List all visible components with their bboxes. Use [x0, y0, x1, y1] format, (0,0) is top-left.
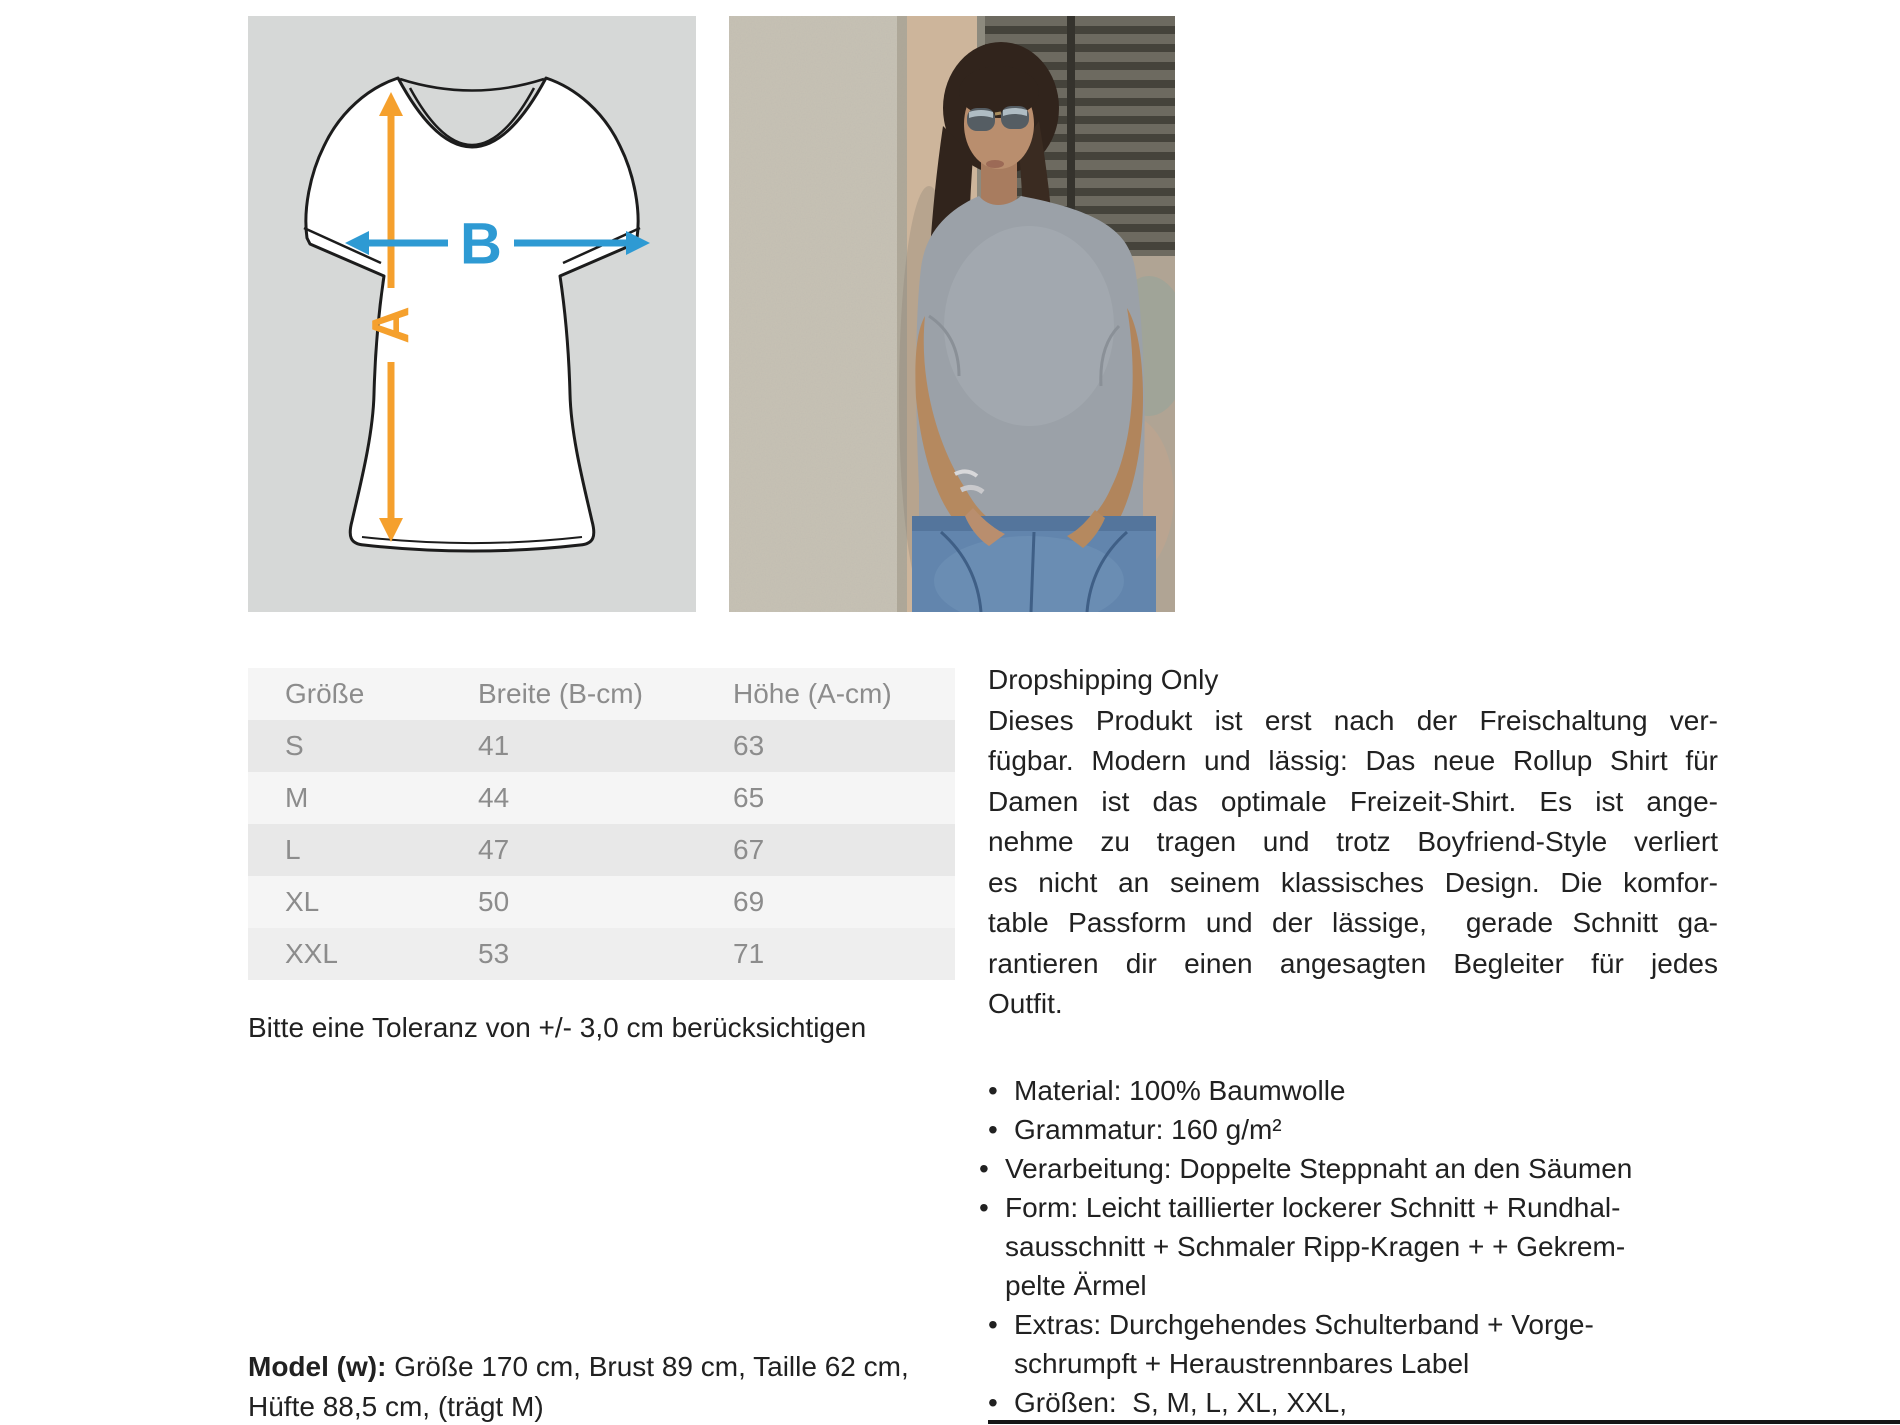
cell-hoehe: 65 — [733, 782, 765, 813]
spec-line: Größen: S, M, L, XL, XXL, — [1014, 1386, 1348, 1418]
tolerance-note: Bitte eine Toleranz von +/- 3,0 cm berücksichtigen — [248, 1012, 867, 1043]
cell-breite: 47 — [478, 834, 510, 865]
cell-breite: 44 — [478, 782, 510, 813]
cell-hoehe: 63 — [733, 730, 765, 761]
table-row — [248, 876, 955, 928]
spec-line: Form: Leicht taillierter lockerer Schnitt + Rundhal- — [1005, 1191, 1621, 1223]
cell-breite: 50 — [478, 886, 510, 917]
description-heading: Dropshipping Only — [988, 664, 1219, 695]
spec-item-verarbeitung — [979, 1149, 1718, 1188]
size-table — [248, 668, 955, 980]
jeans — [912, 516, 1156, 612]
spec-item-groessen — [988, 1383, 1718, 1422]
tshirt-diagram-svg — [248, 16, 696, 612]
description-line: Outfit. — [988, 988, 1063, 1019]
spec-item-extras — [988, 1305, 1718, 1383]
spec-line: Extras: Durchgehendes Schulterband + Vorge- — [1014, 1308, 1594, 1340]
cell-hoehe: 69 — [733, 886, 765, 917]
spec-line: Material: 100% Baumwolle — [1014, 1074, 1346, 1106]
bottom-divider — [988, 1420, 1900, 1424]
lips — [986, 160, 1004, 168]
spec-item-form — [979, 1188, 1718, 1305]
model-photo — [729, 16, 1175, 612]
size-diagram — [248, 16, 696, 612]
table-header-row — [248, 668, 955, 720]
label-a: A — [362, 306, 420, 344]
col-header-hoehe: Höhe (A-cm) — [733, 678, 892, 709]
cell-size: S — [285, 730, 304, 761]
spec-line: schrumpft + Heraustrennbares Label — [1014, 1347, 1470, 1379]
cell-hoehe: 67 — [733, 834, 765, 865]
cell-size: L — [285, 834, 301, 865]
description-line: table Passform und der lässige, gerade Schnitt ga- — [988, 907, 1718, 938]
bullet-icon: • — [988, 1308, 998, 1340]
description-line: fügbar. Modern und lässig: Das neue Rollup Shirt für — [988, 745, 1718, 776]
cell-size: XL — [285, 886, 320, 917]
description-line: nehme zu tragen und trotz Boyfriend-Style verliert — [988, 826, 1718, 857]
bullet-icon: • — [988, 1113, 998, 1145]
spec-line: Verarbeitung: Doppelte Steppnaht an den Säumen — [1005, 1152, 1633, 1184]
bullet-icon: • — [979, 1152, 989, 1184]
table-row — [248, 824, 955, 876]
cell-hoehe: 71 — [733, 938, 765, 969]
description-line: rantieren dir einen angesagten Begleiter für jedes — [988, 947, 1718, 979]
col-header-breite: Breite (B-cm) — [478, 678, 643, 709]
model-line2: Hüfte 88,5 cm, (trägt M) — [248, 1391, 544, 1422]
bullet-icon: • — [979, 1191, 989, 1223]
description-line: Dieses Produkt ist erst nach der Freischaltung ver- — [988, 704, 1718, 736]
spec-list — [979, 1071, 1718, 1422]
label-b: B — [460, 211, 502, 277]
cell-breite: 41 — [478, 730, 510, 761]
model-measurements — [248, 1347, 968, 1425]
product-description — [979, 660, 1718, 1422]
model-photo-art — [729, 16, 1175, 612]
spec-line: sausschnitt + Schmaler Ripp-Kragen + + Gekrem- — [1005, 1230, 1626, 1262]
col-header-groesse: Größe — [285, 678, 365, 709]
description-line: Damen ist das optimale Freizeit-Shirt. Es ist ange- — [988, 785, 1718, 817]
model-line1: Größe 170 cm, Brust 89 cm, Taille 62 cm, — [386, 1351, 909, 1382]
cell-breite: 53 — [478, 938, 510, 969]
table-row — [248, 720, 955, 772]
cell-size: XXL — [285, 938, 338, 969]
spec-item-grammatur — [988, 1110, 1718, 1149]
bullet-icon: • — [988, 1386, 998, 1418]
model-label: Model (w): — [248, 1351, 387, 1382]
table-row — [248, 772, 955, 824]
back-collar-line — [400, 79, 544, 91]
tshirt-outline — [306, 78, 638, 551]
table-row — [248, 928, 955, 980]
cell-size: M — [285, 782, 309, 813]
spec-line: Grammatur: 160 g/m² — [1014, 1113, 1282, 1145]
spec-line: pelte Ärmel — [1005, 1269, 1147, 1301]
description-line: es nicht an seinem klassisches Design. Die komfor- — [988, 866, 1718, 898]
spec-item-material — [988, 1071, 1718, 1110]
bullet-icon: • — [988, 1074, 998, 1106]
